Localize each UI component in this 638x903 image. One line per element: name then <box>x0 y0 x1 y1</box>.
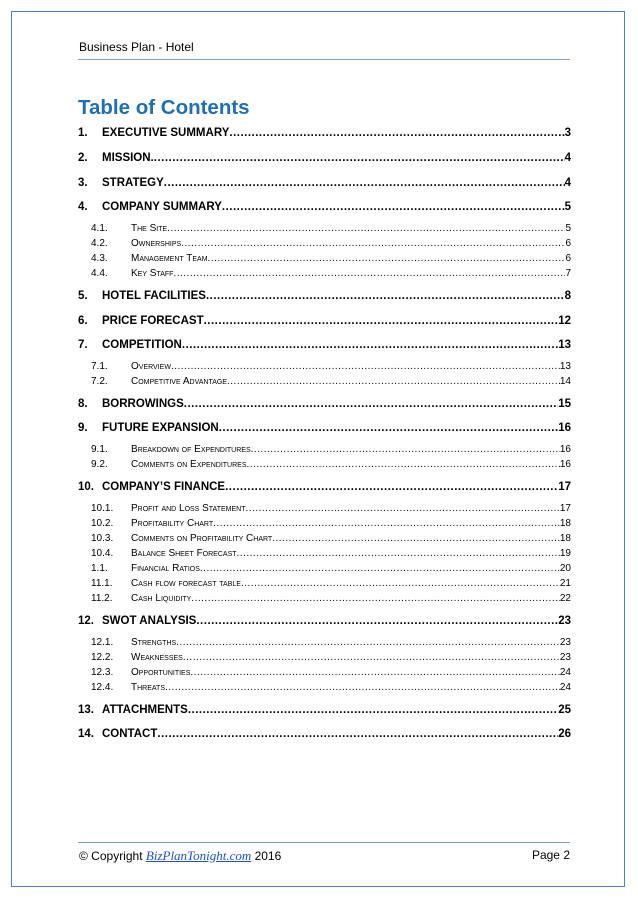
toc-entry-title: Comments on Profitability Chart <box>131 533 273 544</box>
toc-entry[interactable] <box>78 127 571 143</box>
copyright-year: 2016 <box>254 849 282 863</box>
toc-subentry[interactable] <box>78 548 571 562</box>
toc-dot-leader <box>241 578 560 589</box>
toc-entry-number: 1.1. <box>91 563 108 574</box>
toc-entry[interactable] <box>78 152 571 168</box>
toc-entry-page: 19 <box>559 548 571 559</box>
header-rule <box>78 59 570 60</box>
toc-entry-title: The Site <box>131 223 168 234</box>
toc-subentry[interactable] <box>78 518 571 532</box>
toc-entry[interactable] <box>78 315 571 331</box>
toc-entry-title: MISSION. <box>102 152 154 164</box>
toc-entry-title: COMPANY SUMMARY <box>102 201 222 213</box>
toc-entry-page: 25 <box>558 704 571 716</box>
toc-entry-title: BORROWINGS <box>102 398 184 410</box>
toc-subentry[interactable] <box>78 533 571 547</box>
toc-entry-title: FUTURE EXPANSION <box>102 422 219 434</box>
toc-entry-title: Weaknesses <box>131 652 183 663</box>
toc-dot-leader <box>208 253 566 264</box>
toc-entry-number: 10.1. <box>91 503 114 514</box>
toc-entry-number: 11.1. <box>91 578 113 589</box>
toc-entry-title: PRICE FORECAST <box>102 315 204 327</box>
toc-dot-leader <box>219 422 558 434</box>
toc-subentry[interactable] <box>78 503 571 517</box>
toc-subentry[interactable] <box>78 563 571 577</box>
toc-entry-number: 10.2. <box>91 518 114 529</box>
toc-entry-title: Profitability Chart <box>131 518 214 529</box>
toc-entry-title: CONTACT <box>102 728 158 740</box>
toc-entry-page: 17 <box>559 503 571 514</box>
toc-subentry[interactable] <box>78 361 571 375</box>
toc-entry-number: 3. <box>78 177 88 189</box>
toc-entry-title: Profit and Loss Statement <box>131 503 246 514</box>
toc-subentry[interactable] <box>78 459 571 473</box>
toc-entry-number: 12.3. <box>91 667 114 678</box>
toc-entry-number: 11.2. <box>91 593 113 604</box>
toc-entry-page: 12 <box>558 315 571 327</box>
toc-entry-number: 6. <box>78 315 88 327</box>
toc-entry-page: 4 <box>564 152 571 164</box>
toc-entry-number: 12.2. <box>91 652 114 663</box>
toc-entry-page: 23 <box>559 637 571 648</box>
toc-entry-title: COMPANY’S FINANCE <box>102 481 226 493</box>
toc-entry-page: 8 <box>564 290 571 302</box>
toc-entry-number: 4.3. <box>91 253 108 264</box>
toc-entry-number: 12.4. <box>91 682 114 693</box>
toc-entry-title: Financial Ratios <box>131 563 200 574</box>
toc-entry-number: 9.2. <box>91 459 108 470</box>
toc-entry[interactable] <box>78 422 571 438</box>
toc-entry-page: 6 <box>565 238 571 249</box>
toc-dot-leader <box>222 201 565 213</box>
toc-entry-number: 12.1. <box>91 637 114 648</box>
toc-dot-leader <box>182 339 558 351</box>
toc-entry-number: 9. <box>78 422 88 434</box>
toc-entry-page: 18 <box>559 533 571 544</box>
toc-entry-number: 10.4. <box>91 548 114 559</box>
toc-entry-page: 6 <box>565 253 571 264</box>
toc-entry-title: Opportunities <box>131 667 191 678</box>
toc-entry-page: 15 <box>558 398 571 410</box>
toc-entry-title: HOTEL FACILITIES <box>102 290 206 302</box>
toc-entry-page: 24 <box>559 682 571 693</box>
toc-dot-leader <box>229 127 564 139</box>
toc-entry-page: 23 <box>558 615 571 627</box>
toc-dot-leader <box>181 238 565 249</box>
toc-entry-page: 13 <box>558 339 571 351</box>
toc-entry[interactable] <box>78 201 571 217</box>
toc-entry-title: Key Staff <box>131 268 174 279</box>
toc-entry-number: 9.1. <box>91 444 108 455</box>
toc-subentry[interactable] <box>78 652 571 666</box>
toc-entry-title: COMPETITION <box>102 339 182 351</box>
toc-subentry[interactable] <box>78 667 571 681</box>
toc-entry-number: 4. <box>78 201 88 213</box>
toc-dot-leader <box>171 361 560 372</box>
toc-entry[interactable] <box>78 177 571 193</box>
toc-entry[interactable] <box>78 398 571 414</box>
toc-entry-title: Threats <box>131 682 165 693</box>
toc-dot-leader <box>247 459 560 470</box>
toc-entry-title: Comments on Expenditures <box>131 459 247 470</box>
website-link[interactable]: BizPlanTonight.com <box>145 848 252 863</box>
toc-entry-number: 7. <box>78 339 88 351</box>
toc-dot-leader <box>183 652 560 663</box>
toc-entry-number: 7.2. <box>91 376 108 387</box>
toc-dot-leader <box>191 593 560 604</box>
toc-entry[interactable] <box>78 728 571 744</box>
toc-entry-page: 17 <box>558 481 571 493</box>
toc-entry-number: 13. <box>78 704 94 716</box>
toc-heading: Table of Contents <box>78 96 250 119</box>
toc-entry-page: 18 <box>559 518 571 529</box>
toc-dot-leader <box>227 376 560 387</box>
toc-dot-leader <box>165 682 560 693</box>
page-number: Page 2 <box>531 848 570 862</box>
toc-entry-number: 4.4. <box>91 268 108 279</box>
toc-dot-leader <box>200 563 560 574</box>
toc-entry-number: 10. <box>78 481 94 493</box>
toc-subentry[interactable] <box>78 223 571 237</box>
header-title: Business Plan - Hotel <box>79 40 194 54</box>
toc-entry-title: EXECUTIVE SUMMARY <box>102 127 230 139</box>
toc-subentry[interactable] <box>78 253 571 267</box>
toc-entry-number: 4.2. <box>91 238 108 249</box>
toc-entry-title: Balance Sheet Forecast <box>131 548 237 559</box>
toc-subentry[interactable] <box>78 376 571 390</box>
toc-dot-leader <box>213 518 560 529</box>
toc-dot-leader <box>164 177 565 189</box>
toc-dot-leader <box>206 290 565 302</box>
toc-subentry[interactable] <box>78 682 571 696</box>
toc-dot-leader <box>196 615 558 627</box>
toc-subentry[interactable] <box>78 444 571 458</box>
toc-subentry[interactable] <box>78 238 571 252</box>
toc-dot-leader <box>188 704 558 716</box>
toc-entry-page: 23 <box>559 652 571 663</box>
toc-entry-page: 16 <box>558 422 571 434</box>
toc-entry-title: Cash Liquidity <box>131 593 192 604</box>
toc-entry-page: 16 <box>559 459 571 470</box>
toc-dot-leader <box>225 481 558 493</box>
toc-entry-page: 21 <box>559 578 571 589</box>
toc-entry-page: 20 <box>559 563 571 574</box>
toc-entry-title: ATTACHMENTS <box>102 704 188 716</box>
toc-entry-number: 4.1. <box>91 223 108 234</box>
toc-entry-title: Management Team <box>131 253 208 264</box>
toc-entry-page: 22 <box>559 593 571 604</box>
toc-dot-leader <box>245 503 559 514</box>
toc-dot-leader <box>184 398 558 410</box>
toc-entry[interactable] <box>78 339 571 355</box>
toc-entry-number: 1. <box>78 127 88 139</box>
toc-entry-title: STRATEGY <box>102 177 164 189</box>
toc-entry-title: SWOT ANALYSIS <box>102 615 197 627</box>
toc-entry-page: 13 <box>559 361 571 372</box>
toc-dot-leader <box>157 728 558 740</box>
toc-dot-leader <box>190 667 559 678</box>
toc-dot-leader <box>173 268 565 279</box>
toc-dot-leader <box>167 223 565 234</box>
toc-entry[interactable] <box>78 290 571 306</box>
toc-entry-page: 14 <box>559 376 571 387</box>
toc-dot-leader <box>154 152 565 164</box>
toc-subentry[interactable] <box>78 593 571 607</box>
toc-dot-leader <box>272 533 560 544</box>
toc-subentry[interactable] <box>78 578 571 592</box>
toc-entry-title: Ownerships <box>131 238 182 249</box>
toc-dot-leader <box>204 315 559 327</box>
toc-entry-page: 4 <box>564 177 571 189</box>
toc-entry-page: 5 <box>565 223 571 234</box>
toc-entry-title: Cash flow forecast table <box>131 578 241 589</box>
toc-entry-page: 5 <box>564 201 571 213</box>
toc-entry[interactable] <box>78 481 571 497</box>
toc-dot-leader <box>237 548 560 559</box>
toc-entry-number: 12. <box>78 615 94 627</box>
toc-entry[interactable] <box>78 615 571 631</box>
toc-entry-page: 3 <box>564 127 571 139</box>
toc-entry-number: 2. <box>78 152 88 164</box>
toc-entry[interactable] <box>78 704 571 720</box>
toc-dot-leader <box>251 444 560 455</box>
toc-entry-title: Strengths <box>131 637 177 648</box>
toc-entry-title: Competitive Advantage <box>131 376 227 387</box>
copyright-prefix: © Copyright <box>79 849 143 863</box>
toc-entry-title: Breakdown of Expenditures <box>131 444 251 455</box>
toc-subentry[interactable] <box>78 268 571 282</box>
toc-entry-page: 7 <box>565 268 571 279</box>
toc-entry-number: 8. <box>78 398 88 410</box>
toc-subentry[interactable] <box>78 637 571 651</box>
footer-rule <box>78 842 570 843</box>
toc-entry-page: 16 <box>559 444 571 455</box>
toc-entry-title: Overview <box>131 361 171 372</box>
footer-copyright <box>79 848 281 864</box>
toc-entry-number: 5. <box>78 290 88 302</box>
toc-entry-page: 26 <box>558 728 571 740</box>
toc-entry-number: 14. <box>78 728 94 740</box>
toc-entry-number: 10.3. <box>91 533 114 544</box>
toc-dot-leader <box>176 637 560 648</box>
toc-entry-number: 7.1. <box>91 361 108 372</box>
toc-entry-page: 24 <box>559 667 571 678</box>
